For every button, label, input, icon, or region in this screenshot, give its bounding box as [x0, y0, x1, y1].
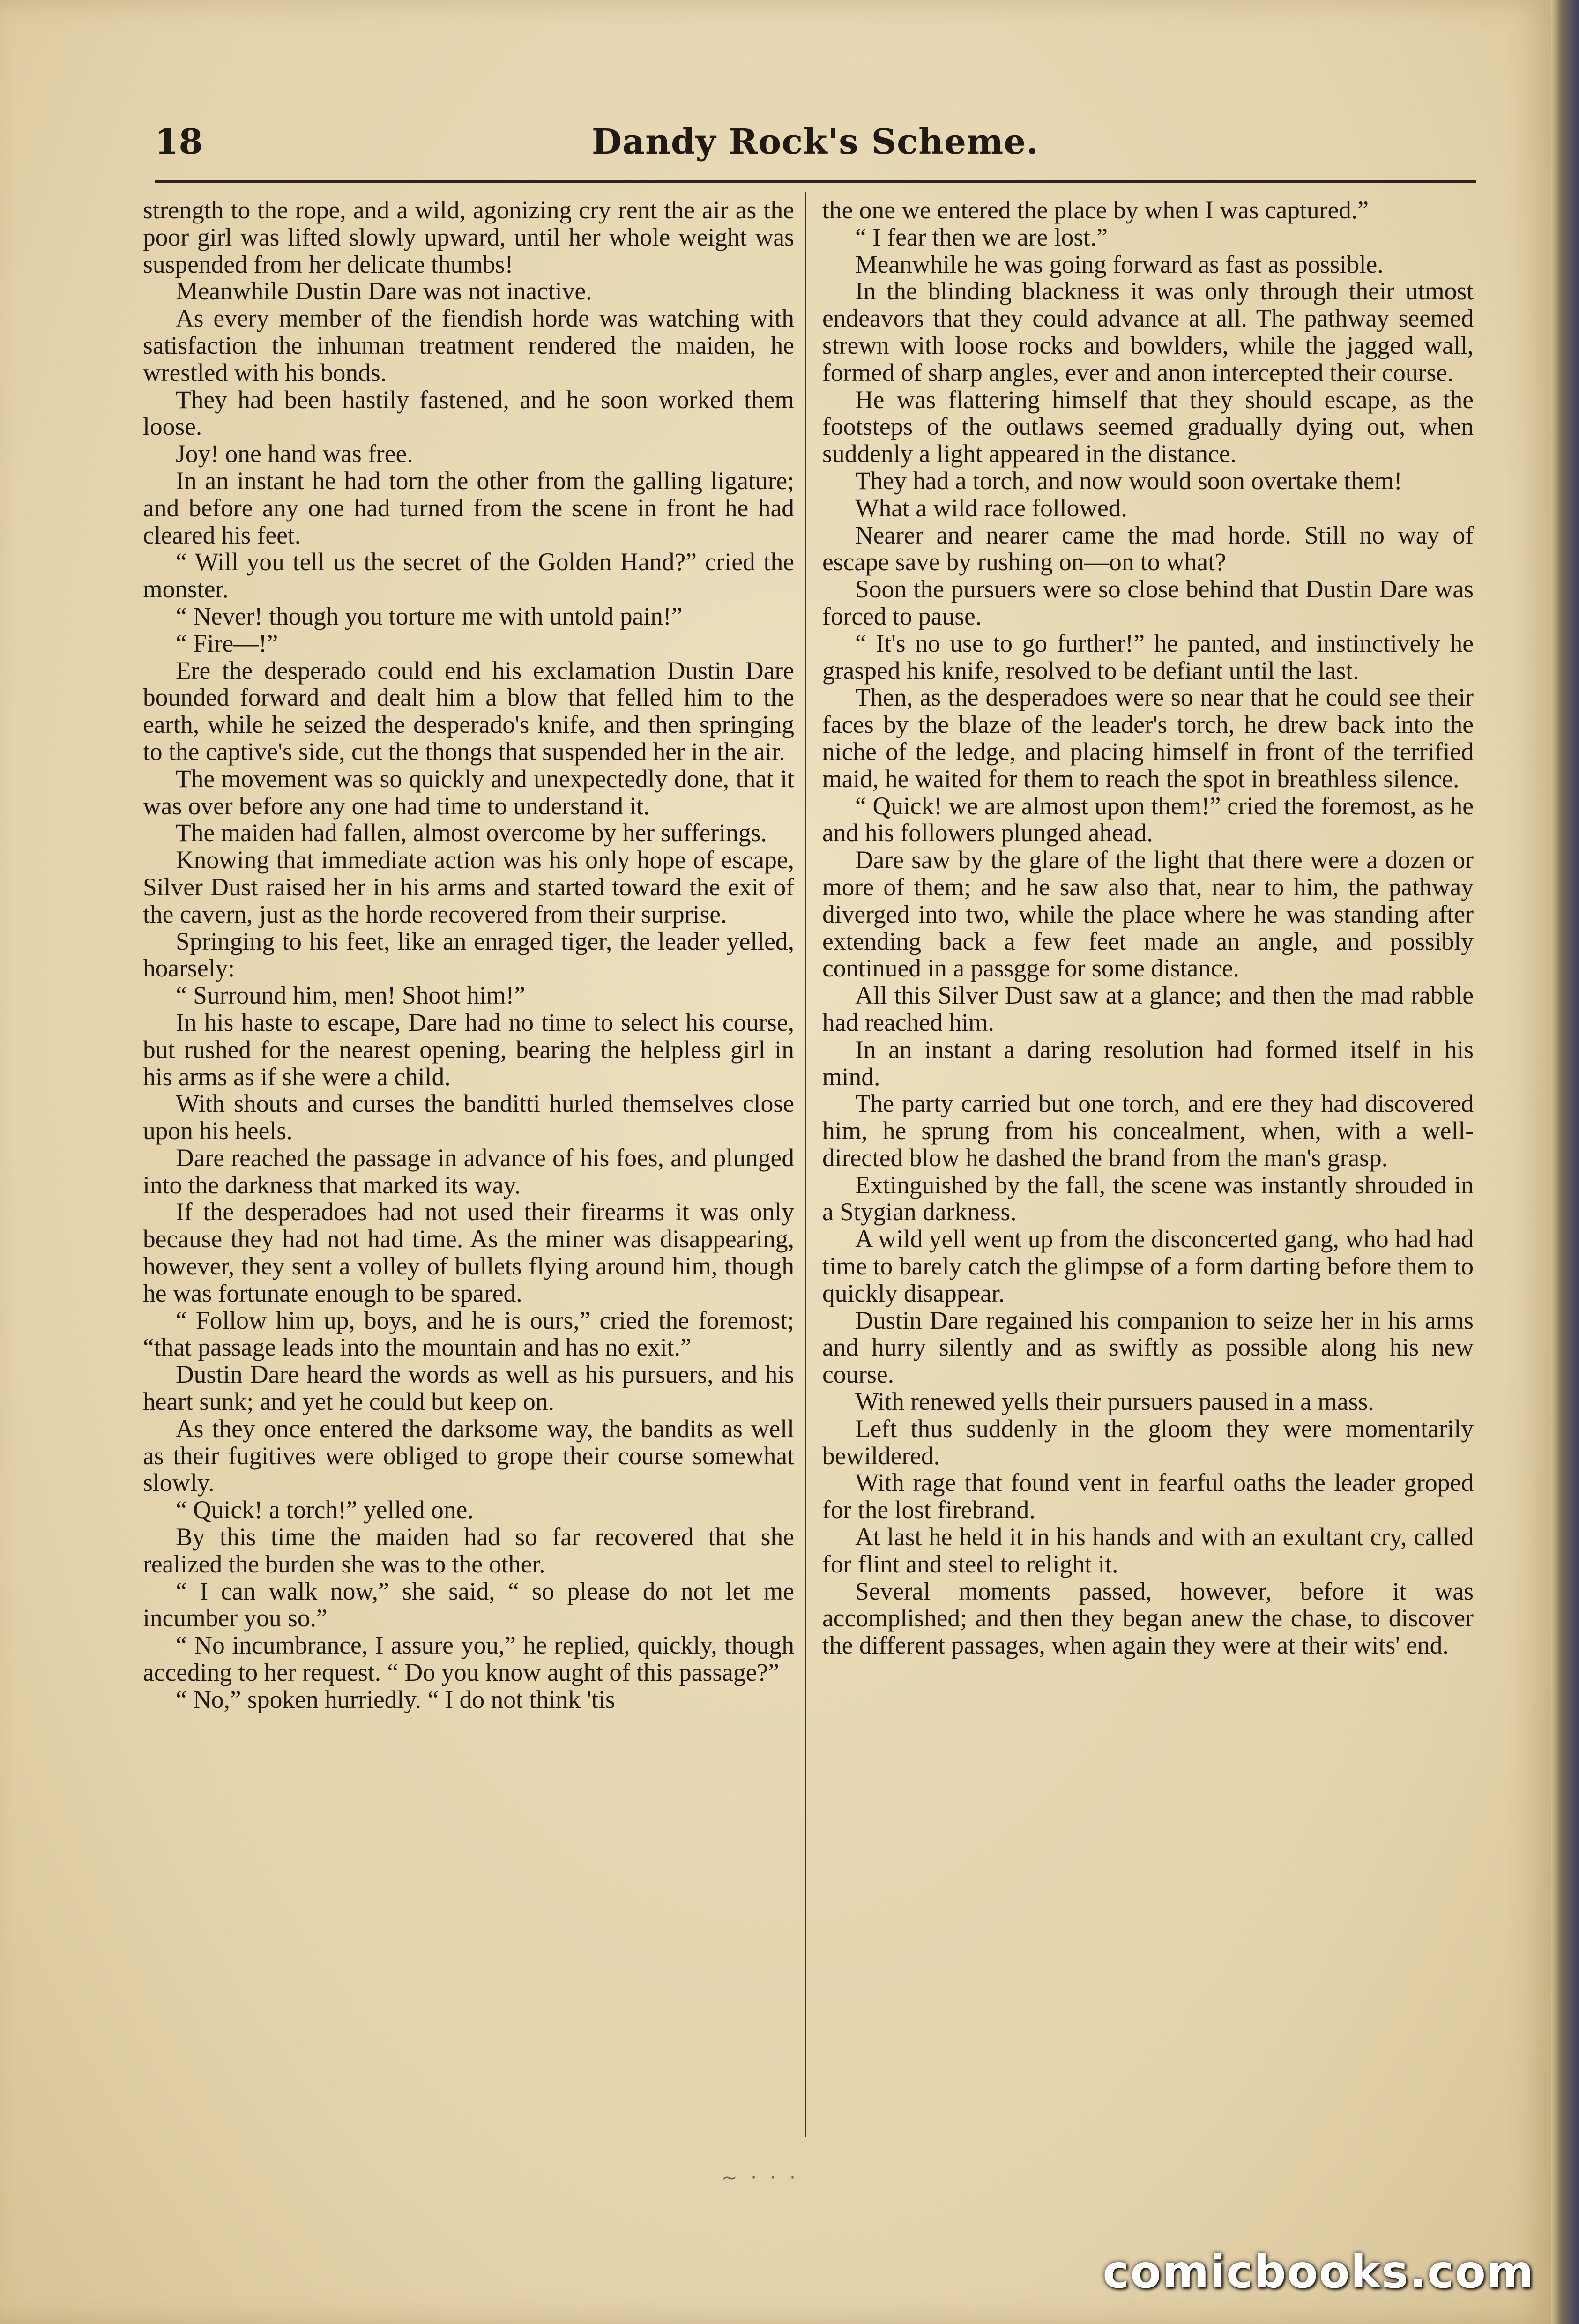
paragraph: In an instant he had torn the other from the galling ligature; and before any one had turned from the scene in front he had cleared his feet. — [143, 466, 794, 549]
watermark-logo: comicbooks.com — [1102, 2246, 1534, 2298]
paragraph: The movement was so quickly and unexpectedly done, that it was over before any one had time to understand it. — [143, 764, 794, 820]
paragraph: “ Fire—!” — [176, 629, 278, 657]
paragraph: Nearer and nearer came the mad horde. Still no way of escape save by rushing on—on to what? — [822, 521, 1474, 576]
paragraph: “ It's no use to go further!” he panted, and instinctively he grasped his knife, resolved to be defiant until the last. — [822, 629, 1474, 685]
column-divider — [805, 192, 806, 2137]
header-rule — [155, 180, 1476, 183]
paragraph: Joy! one hand was free. — [176, 439, 413, 468]
paragraph: Knowing that immediate action was his only hope of escape, Silver Dust raised her in his arms and started toward the exit of the cavern, just as the horde recovered from their surprise. — [143, 846, 794, 928]
paragraph: Meanwhile he was going forward as fast as possible. — [855, 250, 1384, 278]
running-title: Dandy Rock's Scheme. — [591, 122, 1039, 162]
page-edge — [1551, 0, 1579, 2324]
right-column — [822, 197, 1474, 2118]
paragraph: “ Quick! a torch!” yelled one. — [176, 1496, 474, 1524]
paragraph: “ No incumbrance, I assure you,” he replied, quickly, though acceding to her request. “ Do you know aught of this passage?” — [143, 1631, 794, 1687]
footer-ornament: ~ · · · — [722, 2167, 799, 2189]
paragraph: Meanwhile Dustin Dare was not inactive. — [176, 277, 592, 305]
paragraph: Soon the pursuers were so close behind that Dustin Dare was forced to pause. — [822, 575, 1474, 630]
paragraph: “ I fear then we are lost.” — [855, 223, 1108, 251]
paragraph: the one we entered the place by when I was captured.” — [822, 197, 1369, 224]
page-number: 18 — [155, 122, 203, 162]
paragraph: “ I can walk now,” she said, “ so please do not let me incumber you so.” — [143, 1577, 794, 1632]
paragraph: He was flattering himself that they should escape, as the footsteps of the outlaws seemed gradually dying out, when suddenly a light appeared in the distance. — [822, 385, 1474, 468]
paragraph: What a wild race followed. — [855, 493, 1127, 522]
paragraph: Ere the desperado could end his exclamation Dustin Dare bounded forward and dealt him a blow that felled him to the earth, while he seized the desperado's knife, and then springing to the captive's side, cut the thongs that suspended her in the air. — [143, 656, 794, 766]
paragraph: A wild yell went up from the disconcerted gang, who had had time to barely catch the glimpse of a form darting before them to quickly disappear. — [822, 1225, 1474, 1307]
paragraph: As every member of the fiendish horde was watching with satisfaction the inhuman treatment rendered the maiden, he wrestled with his bonds. — [143, 304, 794, 387]
paragraph: They had a torch, and now would soon overtake them! — [855, 466, 1402, 495]
paragraph: Several moments passed, however, before it was accomplished; and then they began anew the chase, to discover the different passages, when again they were at their wits' end. — [822, 1577, 1474, 1660]
paragraph: With renewed yells their pursuers paused in a mass. — [855, 1387, 1374, 1416]
left-column — [143, 197, 794, 2118]
paragraph: The party carried but one torch, and ere they had discovered him, he sprung from his concealment, when, with a well-directed blow he dashed the brand from the man's grasp. — [822, 1089, 1474, 1172]
paragraph: “ Quick! we are almost upon them!” cried the foremost, as he and his followers plunged ahead. — [822, 791, 1474, 847]
paragraph: Dare reached the passage in advance of his foes, and plunged into the darkness that marked its way. — [143, 1143, 794, 1199]
paragraph: With shouts and curses the banditti hurled themselves close upon his heels. — [143, 1089, 794, 1145]
paragraph: In an instant a daring resolution had formed itself in his mind. — [822, 1035, 1474, 1091]
paragraph: Left thus suddenly in the gloom they were momentarily bewildered. — [822, 1414, 1474, 1470]
paragraph: If the desperadoes had not used their firearms it was only because they had not had time. As the miner was disappearing, however, they sent a volley of bullets flying around him, though he was fortunate enough to be spared. — [143, 1198, 794, 1307]
paragraph: At last he held it in his hands and with an exultant cry, called for flint and steel to relight it. — [822, 1523, 1474, 1578]
paragraph: “ No,” spoken hurriedly. “ I do not think 'tis — [176, 1685, 615, 1713]
paragraph: Dustin Dare heard the words as well as his pursuers, and his heart sunk; and yet he could but keep on. — [143, 1360, 794, 1416]
paragraph: Springing to his feet, like an enraged tiger, the leader yelled, hoarsely: — [143, 927, 794, 983]
paragraph: “ Never! though you torture me with untold pain!” — [176, 602, 683, 630]
paragraph: Dustin Dare regained his companion to seize her in his arms and hurry silently and as swiftly as possible along his new course. — [822, 1306, 1474, 1389]
paragraph: “ Surround him, men! Shoot him!” — [176, 981, 525, 1010]
page-header — [155, 112, 1476, 183]
paragraph: They had been hastily fastened, and he soon worked them loose. — [143, 385, 794, 441]
paragraph: Dare saw by the glare of the light that there were a dozen or more of them; and he saw also that, near to him, the pathway diverged into two, while the place where he was standing after extending back a few feet made an angle, and possibly continued in a passgge for some distance. — [822, 846, 1474, 983]
paragraph: With rage that found vent in fearful oaths the leader groped for the lost firebrand. — [822, 1468, 1474, 1524]
paragraph: In the blinding blackness it was only through their utmost endeavors that they could advance at all. The pathway seemed strewn with loose rocks and bowlders, while the jagged wall, formed of sharp angles, ever and anon intercepted their course. — [822, 277, 1474, 387]
paragraph: “ Will you tell us the secret of the Golden Hand?” cried the monster. — [143, 548, 794, 603]
paragraph: The maiden had fallen, almost overcome by her sufferings. — [176, 819, 767, 847]
paragraph: All this Silver Dust saw at a glance; and then the mad rabble had reached him. — [822, 981, 1474, 1036]
paragraph: In his haste to escape, Dare had no time to select his course, but rushed for the nearest opening, bearing the helpless girl in his arms as if she were a child. — [143, 1008, 794, 1091]
paragraph: Then, as the desperadoes were so near that he could see their faces by the blaze of the leader's torch, he drew back into the niche of the ledge, and placing himself in front of the terrified maid, he waited for them to reach the spot in breathless silence. — [822, 683, 1474, 793]
paragraph: By this time the maiden had so far recovered that she realized the burden she was to the other. — [143, 1523, 794, 1578]
paragraph: As they once entered the darksome way, the bandits as well as their fugitives were obliged to grope their course somewhat slowly. — [143, 1414, 794, 1497]
paragraph: “ Follow him up, boys, and he is ours,” cried the foremost; “that passage leads into the mountain and has no exit.” — [143, 1306, 794, 1362]
paragraph: strength to the rope, and a wild, agonizing cry rent the air as the poor girl was lifted slowly upward, until her whole weight was suspended from her delicate thumbs! — [143, 197, 794, 278]
paragraph: Extinguished by the fall, the scene was instantly shrouded in a Stygian darkness. — [822, 1170, 1474, 1226]
